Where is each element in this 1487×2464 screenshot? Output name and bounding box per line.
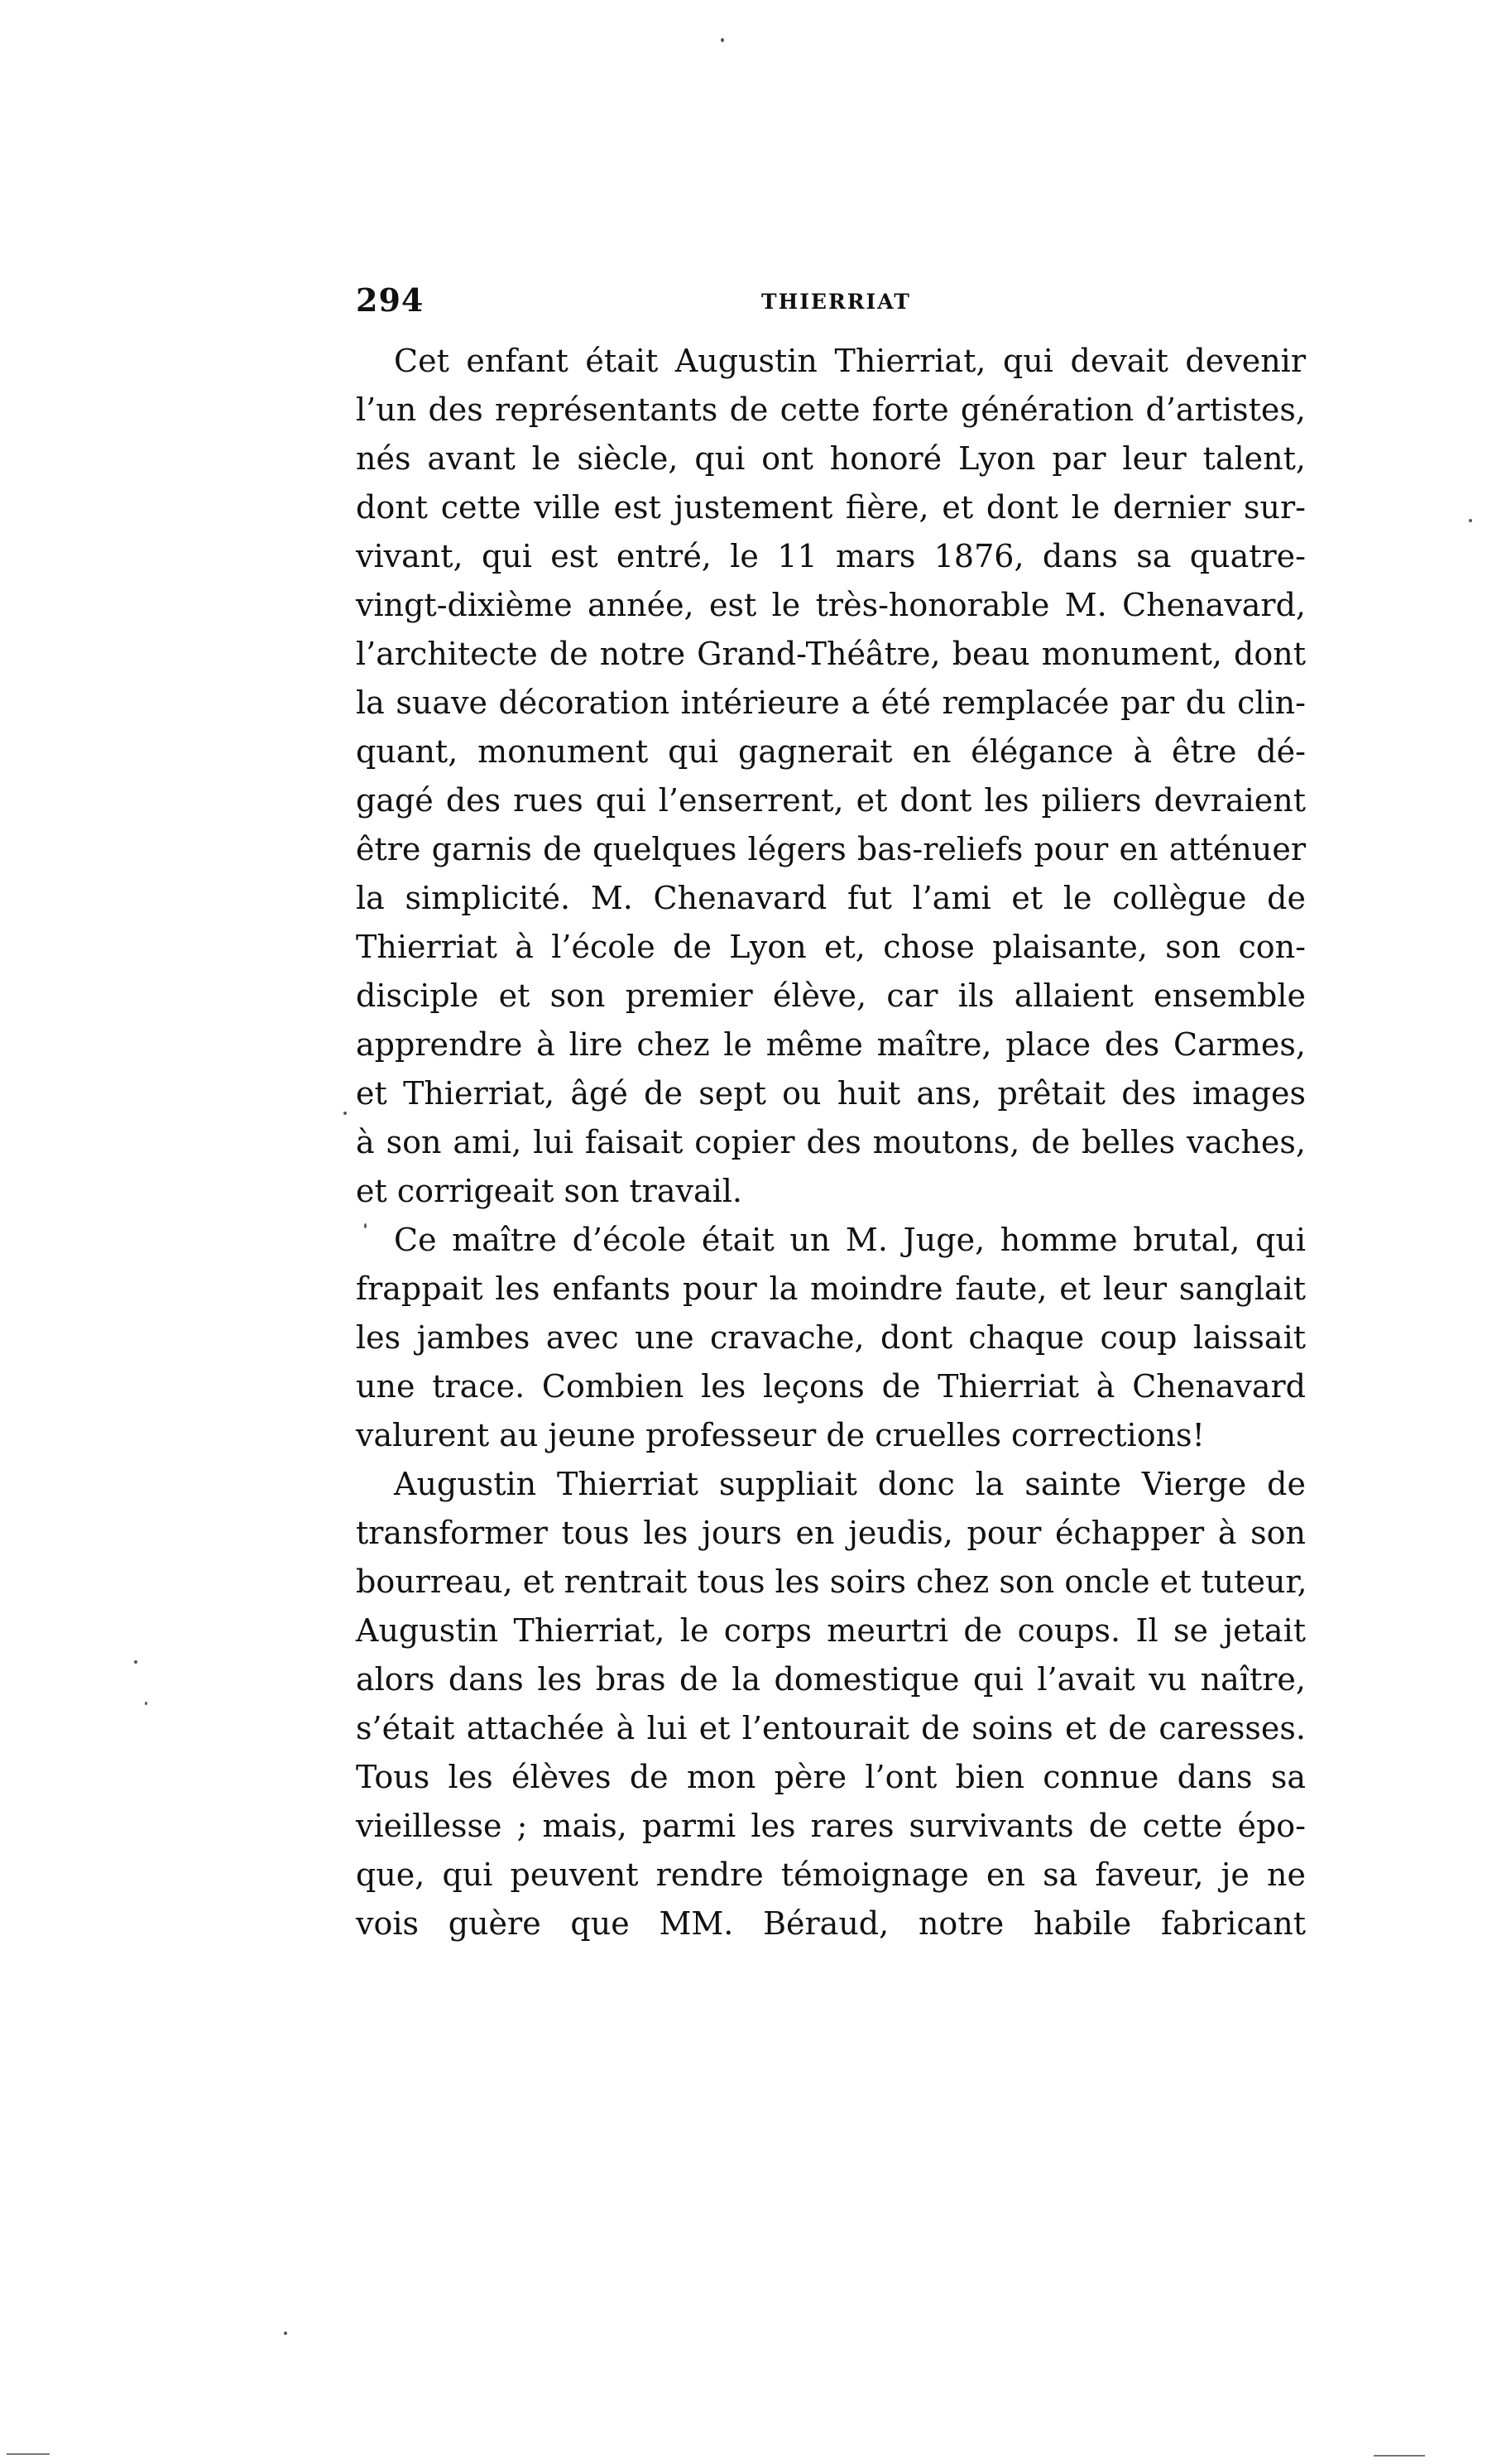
text-line: s’était attachée à lui et l’entourait de soins et de caresses. xyxy=(356,1710,1306,1746)
text-line: Augustin Thierriat, le corps meurtri de coups. Il se jetait xyxy=(356,1612,1306,1649)
text-line: disciple et son premier élève, car ils allaient ensemble xyxy=(356,977,1306,1014)
text-line: vois guère que MM. Béraud, notre habile fabricant xyxy=(356,1905,1306,1942)
text-line: Cet enfant était Augustin Thierriat, qui devait devenir xyxy=(394,343,1306,379)
text-line: apprendre à lire chez le même maître, place des Carmes, xyxy=(356,1026,1306,1063)
text-line: frappait les enfants pour la moindre faute, et leur sanglait xyxy=(356,1270,1306,1307)
text-line: une trace. Combien les leçons de Thierriat à Chenavard xyxy=(356,1368,1306,1405)
text-line: l’un des représentants de cette forte génération d’artistes, xyxy=(356,391,1306,428)
text-line: et Thierriat, âgé de sept ou huit ans, prêtait des images xyxy=(356,1075,1306,1112)
text-line: vingt-dixième année, est le très-honorable M. Chenavard, xyxy=(356,587,1306,623)
body-text xyxy=(356,337,1306,1948)
edge-mark xyxy=(7,2453,50,2455)
text-line: vivant, qui est entré, le 11 mars 1876, dans sa quatre- xyxy=(356,538,1306,574)
text-line: Ce maître d’école était un M. Juge, homme brutal, qui xyxy=(394,1222,1306,1258)
scan-speck xyxy=(343,1112,347,1115)
text-line: les jambes avec une cravache, dont chaque coup laissait xyxy=(356,1319,1306,1356)
text-line: Augustin Thierriat suppliait donc la sainte Vierge de xyxy=(394,1466,1306,1502)
text-line: nés avant le siècle, qui ont honoré Lyon par leur talent, xyxy=(356,440,1306,477)
scan-speck xyxy=(364,1223,367,1228)
text-line: Thierriat à l’école de Lyon et, chose plaisante, son con- xyxy=(356,929,1306,965)
running-title: THIERRIAT xyxy=(761,290,911,314)
scan-speck xyxy=(145,1702,147,1705)
text-line: gagé des rues qui l’enserrent, et dont les piliers devraient xyxy=(356,782,1306,819)
text-line: l’architecte de notre Grand-Théâtre, beau monument, dont xyxy=(356,636,1306,672)
text-line: bourreau, et rentrait tous les soirs chez son oncle et tuteur, xyxy=(356,1563,1307,1600)
text-line: la suave décoration intérieure a été remplacée par du clin- xyxy=(356,684,1306,721)
text-line: alors dans les bras de la domestique qui l’avait vu naître, xyxy=(356,1661,1306,1698)
text-line: que, qui peuvent rendre témoignage en sa faveur, je ne xyxy=(356,1856,1306,1893)
text-line: valurent au jeune professeur de cruelles corrections! xyxy=(356,1417,1205,1453)
text-line: transformer tous les jours en jeudis, pour échapper à son xyxy=(356,1515,1306,1551)
edge-mark xyxy=(1374,2455,1425,2457)
running-head xyxy=(356,281,1307,331)
text-line: et corrigeait son travail. xyxy=(356,1173,742,1209)
text-line: Tous les élèves de mon père l’ont bien connue dans sa xyxy=(356,1759,1306,1795)
text-line: vieillesse ; mais, parmi les rares survivants de cette épo- xyxy=(356,1808,1306,1844)
text-line: dont cette ville est justement fière, et dont le dernier sur- xyxy=(356,489,1306,526)
text-line: être garnis de quelques légers bas-reliefs pour en atténuer xyxy=(356,831,1306,867)
page-number: 294 xyxy=(356,281,425,319)
scan-speck xyxy=(721,38,724,42)
text-line: à son ami, lui faisait copier des moutons, de belles vaches, xyxy=(356,1124,1306,1160)
scan-speck xyxy=(284,2332,287,2335)
text-line: quant, monument qui gagnerait en élégance à être dé- xyxy=(356,733,1306,770)
scan-speck xyxy=(134,1660,137,1664)
text-line: la simplicité. M. Chenavard fut l’ami et le collègue de xyxy=(356,880,1306,916)
scan-speck xyxy=(1469,519,1472,522)
